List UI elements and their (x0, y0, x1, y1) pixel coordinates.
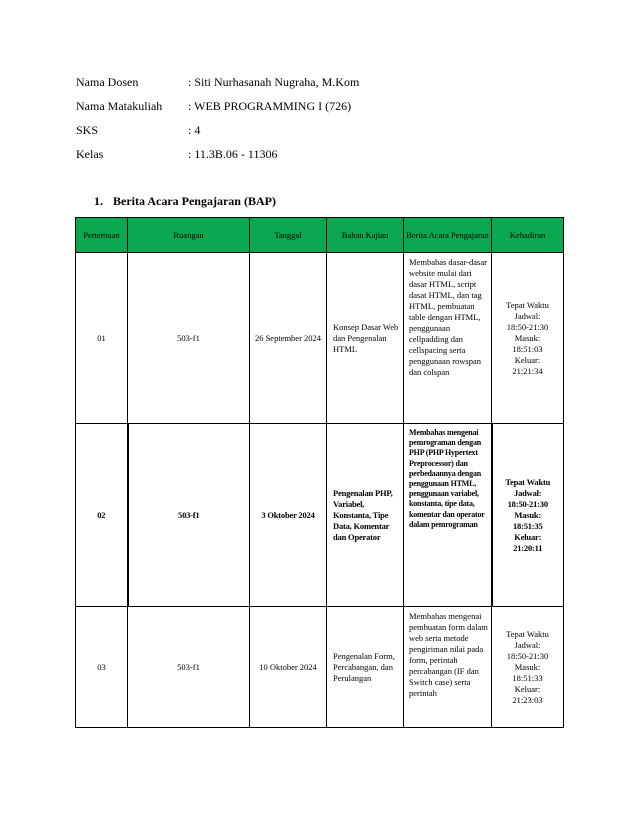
cell-bahan-kajian: Pengenalan PHP, Variabel, Konstanta, Tipe Data, Komentar dan Operator (327, 424, 404, 607)
info-label: SKS (76, 123, 99, 137)
attendance-line: 18:51:35 (512, 520, 543, 531)
section-number: 1. (94, 194, 103, 208)
cell-kehadiran (492, 607, 564, 728)
info-label: Nama Matakuliah (76, 99, 163, 113)
header-bahan-kajian: Bahan Kajian (327, 218, 404, 253)
cell-kehadiran (492, 253, 564, 424)
cell-tanggal: 26 September 2024 (250, 253, 327, 424)
attendance-line: Keluar: (514, 531, 542, 542)
cell-kehadiran (492, 424, 564, 607)
attendance-line: Jadwal: (514, 487, 542, 498)
header-kehadiran: Kehadiran (492, 218, 564, 253)
attendance-line: 18:50-21:30 (507, 498, 548, 509)
cell-pertemuan: 03 (76, 607, 128, 728)
table-row (76, 607, 564, 728)
section-title: Berita Acara Pengajaran (BAP) (113, 194, 276, 208)
info-value: : 11.3B.06 - 11306 (188, 147, 278, 161)
attendance-line: Jadwal: (514, 639, 541, 650)
cell-bahan-kajian: Pengenalan Form, Percabangan, dan Perulangan (327, 607, 404, 728)
attendance-line: Tepat Waktu (506, 628, 549, 639)
attendance-line: 21:23:03 (512, 694, 543, 705)
cell-berita-acara: Membahas dasar-dasar website mulai dari dasar HTML, script dasat HTML, dan tag HTML, pembuatan table dengan HTML, penggunaan cellpadding dan cellspacing serta penggunaan rowspan dan colspan (404, 253, 492, 424)
info-label: Kelas (76, 147, 104, 161)
info-value: : WEB PROGRAMMING I (726) (188, 99, 352, 113)
cell-berita-acara: Membahas mengenai pemrograman dengan PHP (PHP Hypertext Preprocessor) dan perbedaannya dengan penggunaan HTML, penggunaan variabel, konstanta, tipe data, komentar dan operator dalam pemrograman (404, 424, 492, 607)
header-tanggal: Tanggal (250, 218, 327, 253)
attendance-line: 21:20:11 (513, 542, 543, 553)
table-row (76, 253, 564, 424)
info-row-sks (76, 122, 359, 146)
attendance-line: Tepat Waktu (506, 299, 549, 310)
attendance-line: Keluar: (514, 683, 541, 694)
info-row-dosen (76, 74, 359, 98)
cell-pertemuan: 02 (76, 424, 128, 607)
attendance-line: Masuk: (514, 509, 542, 520)
table-header-row (76, 218, 564, 253)
table-row (76, 424, 564, 607)
attendance-line: 18:51:33 (512, 672, 543, 683)
header-pertemuan: Pertemuan (76, 218, 128, 253)
section-heading (94, 194, 276, 209)
info-row-matakuliah (76, 98, 359, 122)
attendance-line: 21:21:34 (512, 365, 543, 376)
cell-tanggal: 10 Oktober 2024 (250, 607, 327, 728)
attendance-line: 18:50-21:30 (506, 321, 549, 332)
cell-pertemuan: 01 (76, 253, 128, 424)
attendance-line: Tepat Waktu (505, 476, 551, 487)
attendance-line: Masuk: (514, 332, 541, 343)
bap-table (75, 217, 564, 728)
cell-berita-acara: Membahas mengenai pembuatan form dalam web serta metode pengiriman nilai pada form, perintah percabangan (IF dan Switch case) serta perintah (404, 607, 492, 728)
attendance-line: 18:51:03 (512, 343, 543, 354)
attendance-line: Masuk: (514, 661, 541, 672)
attendance-line: Keluar: (514, 354, 541, 365)
header-berita-acara: Berita Acara Pengajaran (404, 218, 492, 253)
cell-ruangan: 503-f1 (128, 253, 250, 424)
info-row-kelas (76, 146, 359, 170)
header-ruangan: Ruangan (128, 218, 250, 253)
info-value: : Siti Nurhasanah Nugraha, M.Kom (188, 75, 360, 89)
info-label: Nama Dosen (76, 75, 139, 89)
cell-ruangan: 503-f1 (128, 424, 250, 607)
attendance-line: Jadwal: (514, 310, 541, 321)
course-info (76, 74, 359, 170)
cell-bahan-kajian: Konsep Dasar Web dan Pengenalan HTML (327, 253, 404, 424)
cell-tanggal: 3 Oktober 2024 (250, 424, 327, 607)
cell-ruangan: 503-f1 (128, 607, 250, 728)
info-value: : 4 (188, 123, 201, 137)
attendance-line: 18:50-21:30 (506, 650, 549, 661)
